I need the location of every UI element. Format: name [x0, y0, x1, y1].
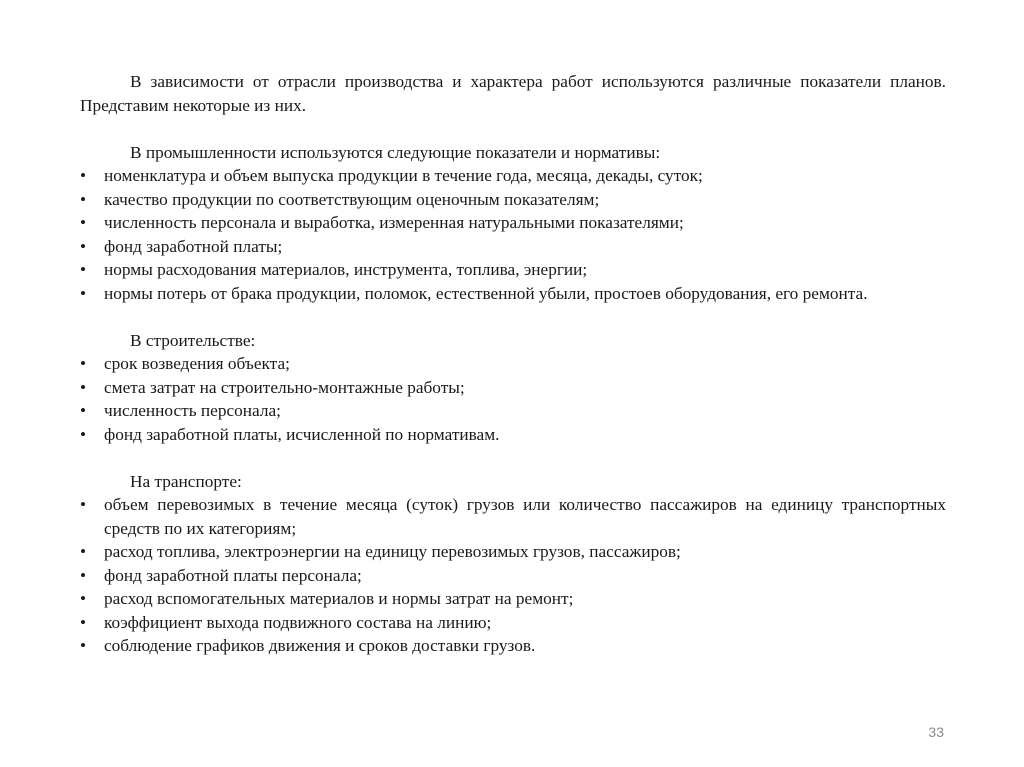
bullet-icon: •: [80, 565, 87, 585]
bullet-icon: •: [80, 589, 87, 608]
bullet-icon: •: [80, 612, 87, 632]
list-item: • фонд заработной платы персонала;: [80, 564, 946, 588]
bullet-list-transport: [80, 493, 946, 658]
list-item: • срок возведения объекта;: [80, 352, 946, 376]
bullet-list-construction: [80, 352, 946, 446]
section-industry: [80, 141, 946, 306]
section-construction: [80, 329, 946, 447]
bullet-icon: •: [80, 542, 87, 561]
list-item: • численность персонала;: [80, 399, 946, 423]
list-item: • фонд заработной платы, исчисленной по нормативам.: [80, 423, 946, 447]
bullet-icon: •: [80, 283, 87, 303]
document-body: [80, 70, 946, 658]
list-item: • качество продукции по соответствующим оценочным показателям;: [80, 188, 946, 212]
bullet-icon: •: [80, 213, 87, 232]
list-item: • коэффициент выхода подвижного состава на линию;: [80, 611, 946, 635]
list-item: • смета затрат на строительно-монтажные работы;: [80, 376, 946, 400]
bullet-icon: •: [80, 189, 87, 209]
bullet-list-industry: [80, 164, 946, 305]
list-item: • соблюдение графиков движения и сроков доставки грузов.: [80, 634, 946, 658]
list-item: • фонд заработной платы;: [80, 235, 946, 259]
bullet-icon: •: [80, 354, 87, 373]
section-transport: [80, 470, 946, 658]
section-heading-industry: В промышленности используются следующие показатели и нормативы:: [130, 142, 661, 162]
list-item: • нормы расходования материалов, инструмента, топлива, энергии;: [80, 258, 946, 282]
list-item: • численность персонала и выработка, измеренная натуральными показателями;: [80, 211, 946, 235]
list-item: • объем перевозимых в течение месяца (суток) грузов или количество пассажиров на единицу транспортных средств по их категориям;: [80, 495, 946, 538]
list-item: • расход вспомогательных материалов и нормы затрат на ремонт;: [80, 587, 946, 611]
section-heading-construction: В строительстве:: [130, 330, 256, 350]
bullet-icon: •: [80, 424, 87, 444]
bullet-icon: •: [80, 236, 87, 256]
section-heading-transport: На транспорте:: [130, 471, 242, 491]
bullet-icon: •: [80, 377, 87, 397]
page-number: 33: [928, 724, 944, 740]
intro-paragraph: В зависимости от отрасли производства и характера работ используются различные показатели планов. Представим некоторые из них.: [80, 72, 946, 115]
bullet-icon: •: [80, 636, 87, 655]
list-item: • нормы потерь от брака продукции, поломок, естественной убыли, простоев оборудования, его ремонта.: [80, 282, 946, 306]
bullet-icon: •: [80, 495, 87, 514]
bullet-icon: •: [80, 166, 87, 185]
bullet-icon: •: [80, 401, 87, 420]
list-item: • расход топлива, электроэнергии на единицу перевозимых грузов, пассажиров;: [80, 540, 946, 564]
bullet-icon: •: [80, 260, 87, 279]
list-item: • номенклатура и объем выпуска продукции в течение года, месяца, декады, суток;: [80, 164, 946, 188]
